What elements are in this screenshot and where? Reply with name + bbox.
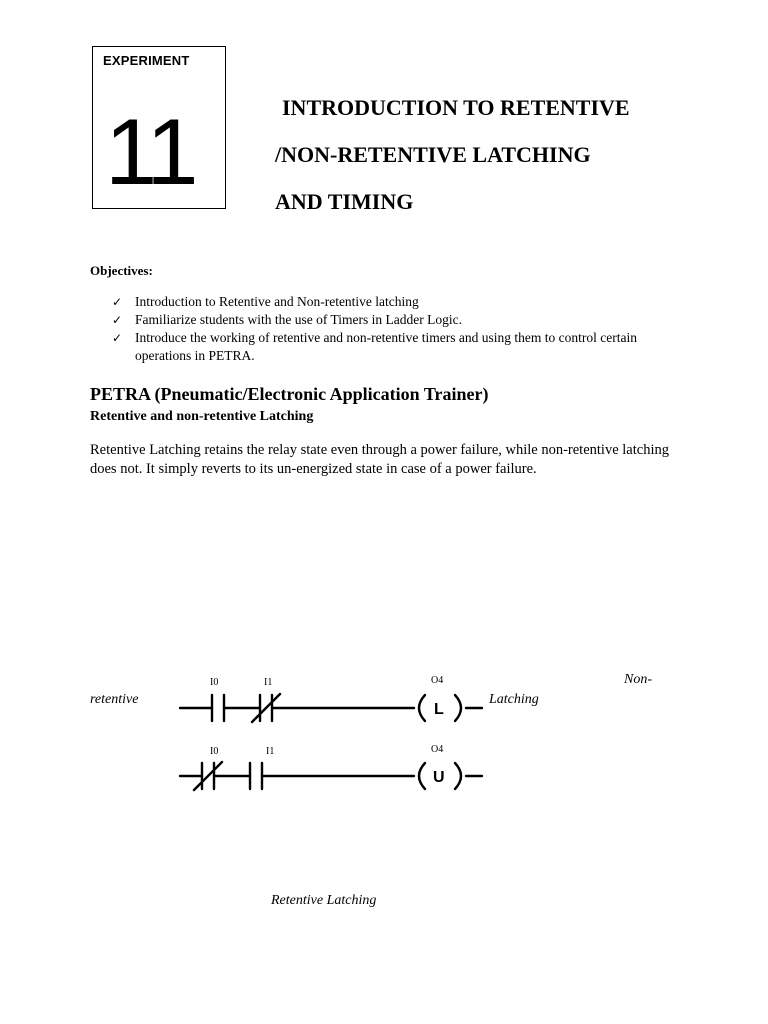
title-line-1: INTRODUCTION TO RETENTIVE bbox=[282, 95, 630, 120]
title-line-2: /NON-RETENTIVE LATCHING bbox=[275, 142, 591, 167]
rung1-coil-label: L bbox=[434, 701, 444, 718]
rung2-output-label: O4 bbox=[431, 744, 444, 755]
caption-non-suffix: retentive bbox=[90, 692, 139, 707]
caption-latching: Latching bbox=[489, 692, 539, 707]
experiment-box bbox=[92, 46, 226, 209]
checkmark-icon: ✓ bbox=[112, 331, 123, 345]
subsection-heading: Retentive and non-retentive Latching bbox=[90, 409, 314, 424]
experiment-label: EXPERIMENT bbox=[103, 53, 190, 68]
ladder-diagram bbox=[170, 668, 490, 798]
experiment-number: 11 bbox=[105, 99, 195, 204]
rung2-contact2-label: I1 bbox=[266, 746, 275, 757]
objective-item bbox=[112, 329, 672, 365]
objective-text: Introduce the working of retentive and non-retentive timers and using them to control certain operations in PETRA. bbox=[135, 330, 637, 363]
checkmark-icon: ✓ bbox=[112, 313, 123, 327]
rung2-contact1-label: I0 bbox=[210, 746, 219, 757]
checkmark-icon: ✓ bbox=[112, 295, 123, 309]
rung2-coil-label: U bbox=[433, 769, 445, 786]
section-paragraph: Retentive Latching retains the relay state even through a power failure, while non-retentive latching does not. It simply reverts to its un-energized state in case of a power failure. bbox=[90, 442, 669, 477]
objectives-heading: Objectives: bbox=[90, 263, 153, 278]
caption-non-prefix: Non- bbox=[624, 672, 652, 687]
section-heading: PETRA (Pneumatic/Electronic Application Trainer) bbox=[90, 384, 489, 404]
objective-text: Introduction to Retentive and Non-retentive latching bbox=[135, 294, 419, 309]
objective-text: Familiarize students with the use of Timers in Ladder Logic. bbox=[135, 312, 462, 327]
caption-retentive-latching: Retentive Latching bbox=[271, 893, 377, 908]
rung1-contact1-label: I0 bbox=[210, 677, 219, 688]
objective-item bbox=[112, 293, 672, 311]
objective-item bbox=[112, 311, 672, 329]
objectives-list bbox=[112, 293, 672, 365]
rung1-output-label: O4 bbox=[431, 675, 444, 686]
rung1-contact2-label: I1 bbox=[264, 677, 273, 688]
title-line-3: AND TIMING bbox=[275, 189, 414, 214]
